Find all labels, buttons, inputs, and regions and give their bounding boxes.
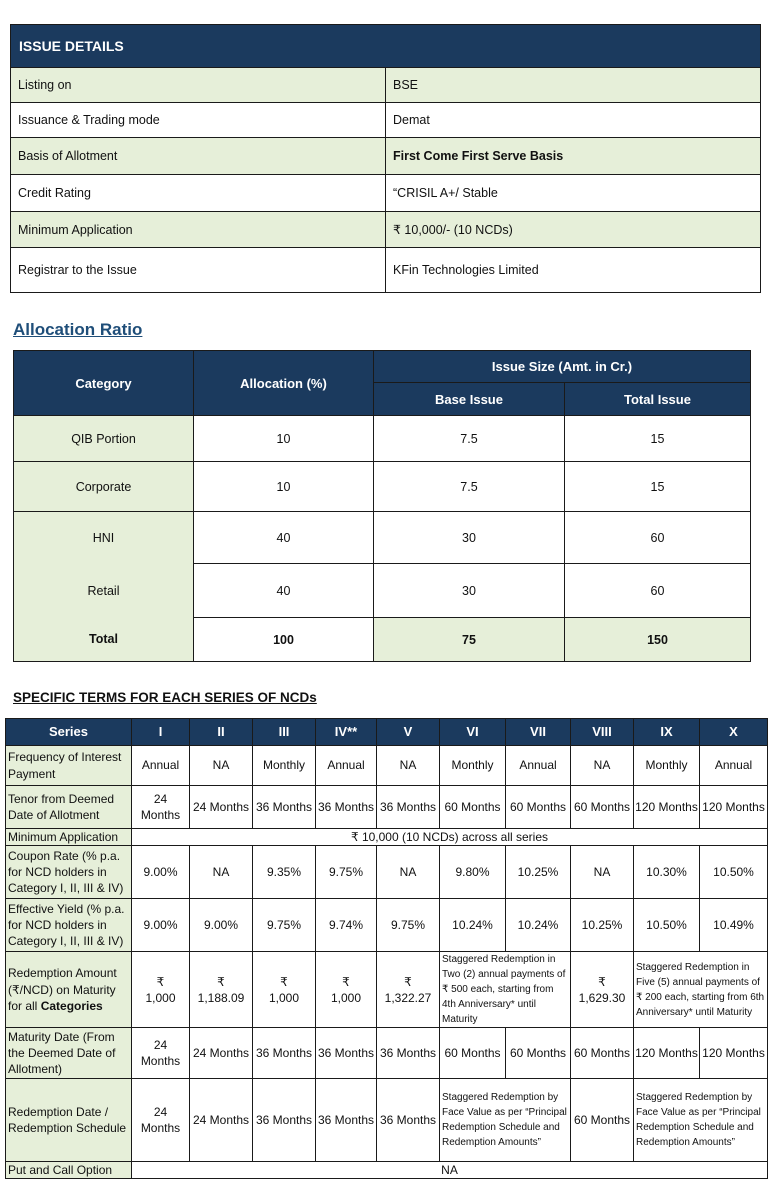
- category-cell: Total: [14, 618, 194, 662]
- table-cell: 10.50%: [700, 846, 768, 899]
- issue-row-label: Registrar to the Issue: [11, 248, 386, 293]
- total-issue-header: Total Issue: [565, 383, 751, 416]
- table-cell: 9.74%: [316, 899, 377, 952]
- table-cell: NA: [190, 846, 253, 899]
- series-ix-header: IX: [634, 719, 700, 746]
- table-cell: 9.00%: [132, 846, 190, 899]
- issue-details-table: [10, 24, 761, 293]
- category-header: Category: [14, 351, 194, 416]
- category-cell: QIB Portion: [14, 416, 194, 462]
- table-cell: 60 Months: [440, 786, 506, 829]
- table-cell: Monthly: [440, 746, 506, 786]
- table-cell: 36 Months: [377, 786, 440, 829]
- table-cell: 60 Months: [571, 786, 634, 829]
- table-cell: NA: [377, 746, 440, 786]
- amount-value: 1,629.30: [578, 990, 626, 1005]
- series-terms-table: [5, 718, 768, 1179]
- allocation-cell: 40: [194, 564, 374, 618]
- table-cell: NA: [571, 846, 634, 899]
- base-issue-cell: 7.5: [374, 416, 565, 462]
- rupee-symbol: ₹: [280, 974, 288, 989]
- allocation-cell: 10: [194, 462, 374, 512]
- table-cell: 10.30%: [634, 846, 700, 899]
- issue-row-label: Basis of Allotment: [11, 138, 386, 175]
- row-label-bold-text: Categories: [40, 998, 103, 1013]
- base-issue-cell: 30: [374, 564, 565, 618]
- allocation-row-retail: [14, 564, 751, 618]
- amount-value: 1,000: [145, 990, 176, 1005]
- row-label: Maturity Date (From the Deemed Date of Allotment): [6, 1028, 132, 1079]
- table-cell: 36 Months: [316, 1079, 377, 1162]
- issue-row-value: Demat: [386, 103, 761, 138]
- redemption-amount-row: [6, 952, 768, 1028]
- table-cell: 120 Months: [634, 786, 700, 829]
- allocation-header: Allocation (%): [194, 351, 374, 416]
- table-cell: Monthly: [253, 746, 316, 786]
- issue-row-value: “CRISIL A+/ Stable: [386, 175, 761, 212]
- table-cell: [377, 952, 440, 1028]
- issue-row-trading-mode: [11, 103, 761, 138]
- series-header-row: [6, 719, 768, 746]
- table-cell: 60 Months: [506, 786, 571, 829]
- amount-value: 1,322.27: [384, 990, 432, 1005]
- staggered-redemption-note: Staggered Redemption in Five (5) annual payments of ₹ 200 each, starting from 6th Anniversary* until Maturity: [634, 952, 768, 1028]
- table-cell: 9.75%: [316, 846, 377, 899]
- total-issue-cell: 150: [565, 618, 751, 662]
- allocation-header-row: [14, 351, 751, 383]
- table-cell: Annual: [132, 746, 190, 786]
- allocation-cell: 100: [194, 618, 374, 662]
- table-cell: 36 Months: [316, 1028, 377, 1079]
- table-cell: 36 Months: [253, 1028, 316, 1079]
- row-label: Frequency of Interest Payment: [6, 746, 132, 786]
- minimum-application-row: [6, 829, 768, 846]
- base-issue-cell: 7.5: [374, 462, 565, 512]
- series-i-header: I: [132, 719, 190, 746]
- put-call-row: [6, 1162, 768, 1179]
- table-cell: NA: [132, 1162, 768, 1179]
- rupee-symbol: ₹: [217, 974, 225, 989]
- series-iii-header: III: [253, 719, 316, 746]
- table-cell: 24 Months: [132, 1028, 190, 1079]
- table-cell: [316, 952, 377, 1028]
- row-label: Effective Yield (% p.a. for NCD holders in Category I, II, III & IV): [6, 899, 132, 952]
- issue-row-minimum-application: [11, 212, 761, 248]
- specific-terms-heading: SPECIFIC TERMS FOR EACH SERIES OF NCDs: [13, 690, 317, 705]
- tenor-row: [6, 786, 768, 829]
- staggered-redemption-note: Staggered Redemption by Face Value as per “Principal Redemption Schedule and Redemption Amounts”: [440, 1079, 571, 1162]
- maturity-date-row: [6, 1028, 768, 1079]
- table-cell: [132, 952, 190, 1028]
- issue-row-value: BSE: [386, 68, 761, 103]
- rupee-symbol: ₹: [404, 974, 412, 989]
- table-cell: 36 Months: [377, 1028, 440, 1079]
- series-v-header: V: [377, 719, 440, 746]
- series-x-header: X: [700, 719, 768, 746]
- total-issue-cell: 60: [565, 564, 751, 618]
- base-issue-cell: 75: [374, 618, 565, 662]
- issue-row-value: KFin Technologies Limited: [386, 248, 761, 293]
- issue-row-credit-rating: [11, 175, 761, 212]
- allocation-ratio-heading: Allocation Ratio: [13, 320, 143, 339]
- series-vii-header: VII: [506, 719, 571, 746]
- table-cell: Annual: [700, 746, 768, 786]
- issue-row-label: Credit Rating: [11, 175, 386, 212]
- row-label: [6, 952, 132, 1028]
- table-cell: 10.24%: [440, 899, 506, 952]
- series-ii-header: II: [190, 719, 253, 746]
- table-cell: 9.00%: [190, 899, 253, 952]
- table-cell: Annual: [506, 746, 571, 786]
- issue-row-label: Listing on: [11, 68, 386, 103]
- issue-row-value: First Come First Serve Basis: [386, 138, 761, 175]
- table-cell: NA: [571, 746, 634, 786]
- allocation-row-qib: [14, 416, 751, 462]
- table-cell: 9.00%: [132, 899, 190, 952]
- category-cell: HNI: [14, 512, 194, 564]
- table-cell: 24 Months: [190, 1028, 253, 1079]
- total-issue-cell: 15: [565, 416, 751, 462]
- amount-value: 1,000: [268, 990, 300, 1005]
- series-iv-header: IV**: [316, 719, 377, 746]
- table-cell: 10.24%: [506, 899, 571, 952]
- table-cell: 9.75%: [377, 899, 440, 952]
- row-label: Coupon Rate (% p.a. for NCD holders in Category I, II, III & IV): [6, 846, 132, 899]
- series-header: Series: [6, 719, 132, 746]
- table-cell: 60 Months: [571, 1028, 634, 1079]
- table-cell: 60 Months: [506, 1028, 571, 1079]
- table-cell: 60 Months: [571, 1079, 634, 1162]
- allocation-table: [13, 350, 751, 662]
- table-cell: 24 Months: [132, 1079, 190, 1162]
- table-cell: 9.35%: [253, 846, 316, 899]
- allocation-cell: 10: [194, 416, 374, 462]
- table-cell: Annual: [316, 746, 377, 786]
- table-cell: 9.75%: [253, 899, 316, 952]
- table-cell: [190, 952, 253, 1028]
- staggered-redemption-note: Staggered Redemption in Two (2) annual payments of ₹ 500 each, starting from 4th Anniversary* until Maturity: [440, 952, 571, 1028]
- amount-value: 1,000: [330, 990, 362, 1005]
- table-cell: ₹ 10,000 (10 NCDs) across all series: [132, 829, 768, 846]
- series-vi-header: VI: [440, 719, 506, 746]
- table-cell: NA: [377, 846, 440, 899]
- issue-details-header-row: [11, 25, 761, 68]
- table-cell: 10.49%: [700, 899, 768, 952]
- rupee-symbol: ₹: [598, 974, 606, 989]
- staggered-redemption-note: Staggered Redemption by Face Value as per “Principal Redemption Schedule and Redemption Amounts”: [634, 1079, 768, 1162]
- allocation-row-total: [14, 618, 751, 662]
- table-cell: 36 Months: [253, 1079, 316, 1162]
- table-cell: [253, 952, 316, 1028]
- coupon-rate-row: [6, 846, 768, 899]
- issue-row-value: ₹ 10,000/- (10 NCDs): [386, 212, 761, 248]
- table-cell: 60 Months: [440, 1028, 506, 1079]
- row-label: Put and Call Option: [6, 1162, 132, 1179]
- table-cell: NA: [190, 746, 253, 786]
- allocation-row-corporate: [14, 462, 751, 512]
- base-issue-cell: 30: [374, 512, 565, 564]
- issue-row-listing: [11, 68, 761, 103]
- table-cell: 9.80%: [440, 846, 506, 899]
- table-cell: 24 Months: [190, 1079, 253, 1162]
- redemption-schedule-row: [6, 1079, 768, 1162]
- issue-row-registrar: [11, 248, 761, 293]
- table-cell: Monthly: [634, 746, 700, 786]
- category-cell: Corporate: [14, 462, 194, 512]
- allocation-cell: 40: [194, 512, 374, 564]
- series-viii-header: VIII: [571, 719, 634, 746]
- table-cell: 24 Months: [132, 786, 190, 829]
- table-cell: 120 Months: [634, 1028, 700, 1079]
- total-issue-cell: 15: [565, 462, 751, 512]
- table-cell: 10.50%: [634, 899, 700, 952]
- table-cell: 120 Months: [700, 786, 768, 829]
- rupee-symbol: ₹: [156, 974, 165, 989]
- table-cell: [571, 952, 634, 1028]
- table-cell: 24 Months: [190, 786, 253, 829]
- row-label-text: Redemption Amount (₹/NCD) on Maturity for all: [8, 966, 117, 1013]
- category-cell: Retail: [14, 564, 194, 618]
- issue-details-title: ISSUE DETAILS: [11, 25, 761, 68]
- amount-value: 1,188.09: [197, 990, 245, 1005]
- row-label: Tenor from Deemed Date of Allotment: [6, 786, 132, 829]
- issue-row-basis-of-allotment: [11, 138, 761, 175]
- issue-row-label: Minimum Application: [11, 212, 386, 248]
- issue-row-label: Issuance & Trading mode: [11, 103, 386, 138]
- table-cell: 120 Months: [700, 1028, 768, 1079]
- table-cell: 36 Months: [377, 1079, 440, 1162]
- frequency-row: [6, 746, 768, 786]
- row-label: Minimum Application: [6, 829, 132, 846]
- table-cell: 10.25%: [571, 899, 634, 952]
- allocation-row-hni: [14, 512, 751, 564]
- issue-size-header: Issue Size (Amt. in Cr.): [374, 351, 751, 383]
- row-label: Redemption Date / Redemption Schedule: [6, 1079, 132, 1162]
- table-cell: 36 Months: [253, 786, 316, 829]
- table-cell: 36 Months: [316, 786, 377, 829]
- base-issue-header: Base Issue: [374, 383, 565, 416]
- rupee-symbol: ₹: [342, 974, 350, 989]
- effective-yield-row: [6, 899, 768, 952]
- total-issue-cell: 60: [565, 512, 751, 564]
- table-cell: 10.25%: [506, 846, 571, 899]
